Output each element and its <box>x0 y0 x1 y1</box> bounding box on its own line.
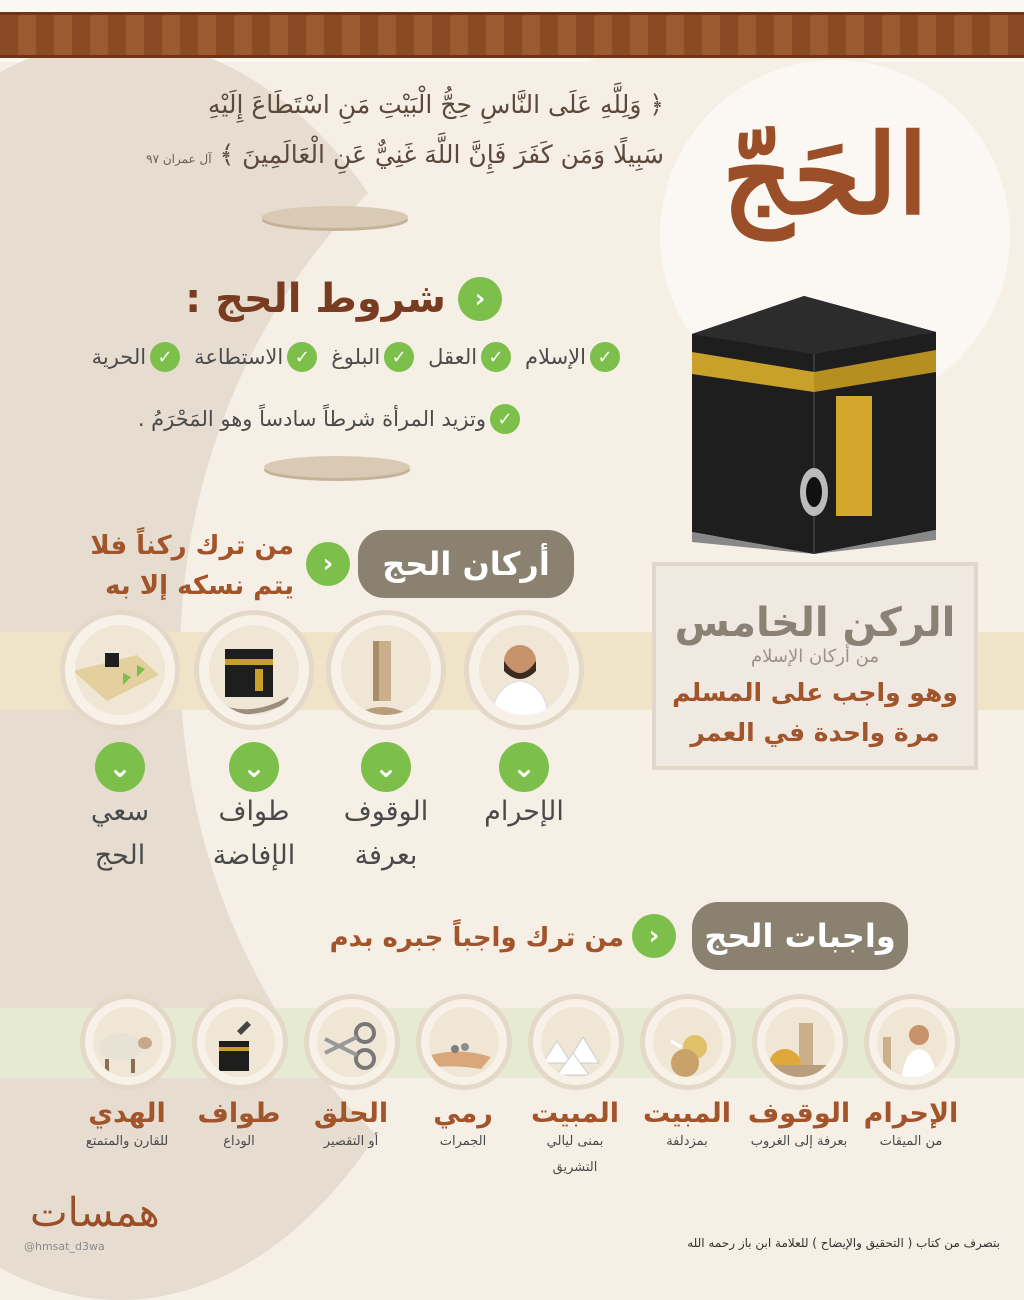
fifth-pillar-line1: وهو واجب على المسلم <box>672 678 958 707</box>
check-icon: ✓ <box>287 342 317 372</box>
chevron-left-icon: ‹ <box>458 277 502 321</box>
conditions-heading: شروط الحج : <box>185 276 446 322</box>
check-icon: ✓ <box>150 342 180 372</box>
rukn-label: الوقوف بعرفة <box>343 796 429 871</box>
arkan-note: من ترك ركناً فلا يتم نسكه إلا به <box>90 531 294 601</box>
check-icon: ✓ <box>490 404 520 434</box>
scissors-icon <box>304 994 400 1090</box>
chevron-down-icon: ⌄ <box>95 742 145 792</box>
kaaba-illustration <box>684 292 944 554</box>
check-icon: ✓ <box>481 342 511 372</box>
fifth-pillar-subtitle: من أركان الإسلام <box>751 646 879 667</box>
wajib-item: رمي الجمرات <box>433 1098 493 1149</box>
chevron-down-icon: ⌄ <box>361 742 411 792</box>
wajib-item: طواف الوداع <box>197 1098 281 1149</box>
fifth-pillar-box <box>652 562 978 770</box>
signature-logo: همسات <box>30 1190 160 1236</box>
sunset-icon <box>752 994 848 1090</box>
wajib-item: المبيت بمزدلفة <box>642 1098 732 1149</box>
conditions-header <box>185 276 502 322</box>
wajibat-note: من ترك واجباً جبره بدم <box>329 923 624 953</box>
mina-tents-icon <box>528 994 624 1090</box>
social-handle: @hmsat_d3wa <box>24 1240 105 1253</box>
conditions-list <box>92 342 620 372</box>
tawaf-kaaba-icon <box>194 610 314 730</box>
wajib-item: الهدي للقارن والمتمتع <box>85 1098 169 1149</box>
sheep-icon <box>80 994 176 1090</box>
condition-item: ✓ العقل <box>428 342 511 372</box>
chevron-left-icon: ‹ <box>306 542 350 586</box>
condition-item: ✓ البلوغ <box>331 342 414 372</box>
condition-extra: ✓ وتزيد المرأة شرطاً سادساً وهو المَحْرَمُ . <box>138 404 520 434</box>
wajib-item: الوقوف بعرفة إلى الغروب <box>747 1098 851 1149</box>
sai-icon <box>60 610 180 730</box>
rukn-label: سعي الحج <box>90 796 150 871</box>
arafat-icon <box>326 610 446 730</box>
muzdalifah-icon <box>640 994 736 1090</box>
main-title: الحَجّ <box>721 110 929 239</box>
chevron-down-icon: ⌄ <box>229 742 279 792</box>
pebbles-icon <box>416 994 512 1090</box>
wajib-item: الإحرام من الميقات <box>863 1098 959 1149</box>
miqat-icon <box>864 994 960 1090</box>
fifth-pillar-title: الركن الخامس <box>674 600 956 646</box>
chevron-left-icon: ‹ <box>632 914 676 958</box>
divider-plate <box>264 456 410 478</box>
chevron-down-icon: ⌄ <box>499 742 549 792</box>
fifth-pillar-line2: مرة واحدة في العمر <box>690 718 940 747</box>
verse-line-2: سَبِيلًا وَمَن كَفَرَ فَإِنَّ اللَّهَ غَنِيٌّ عَنِ الْعَالَمِينَ ﴾ آل عمران ٩٧ <box>146 140 664 169</box>
check-icon: ✓ <box>590 342 620 372</box>
condition-item: ✓ الاستطاعة <box>194 342 317 372</box>
wajibat-heading: واجبات الحج <box>692 902 908 970</box>
check-icon: ✓ <box>384 342 414 372</box>
verse-line-1: ﴿ وَلِلَّهِ عَلَى النَّاسِ حِجُّ الْبَيْتِ مَنِ اسْتَطَاعَ إِلَيْهِ <box>207 90 664 119</box>
condition-item: ✓ الحرية <box>92 342 180 372</box>
farewell-tawaf-icon <box>192 994 288 1090</box>
source-note: بتصرف من كتاب ( التحقيق والإيضاح ) للعلامة ابن باز رحمه الله <box>687 1236 1000 1250</box>
rukn-label: الإحرام <box>484 796 564 827</box>
verse-reference: آل عمران ٩٧ <box>146 152 212 166</box>
arkan-heading: أركان الحج <box>358 530 574 598</box>
condition-item: ✓ الإسلام <box>525 342 620 372</box>
ornament-border <box>0 12 1024 58</box>
divider-plate <box>262 206 408 228</box>
wajib-item: المبيت بمنى ليالي التشريق <box>530 1098 620 1175</box>
ihram-icon <box>464 610 584 730</box>
wajib-item: الحلق أو التقصير <box>313 1098 389 1149</box>
rukn-label: طواف الإفاضة <box>212 796 296 871</box>
quran-verse <box>24 80 664 184</box>
